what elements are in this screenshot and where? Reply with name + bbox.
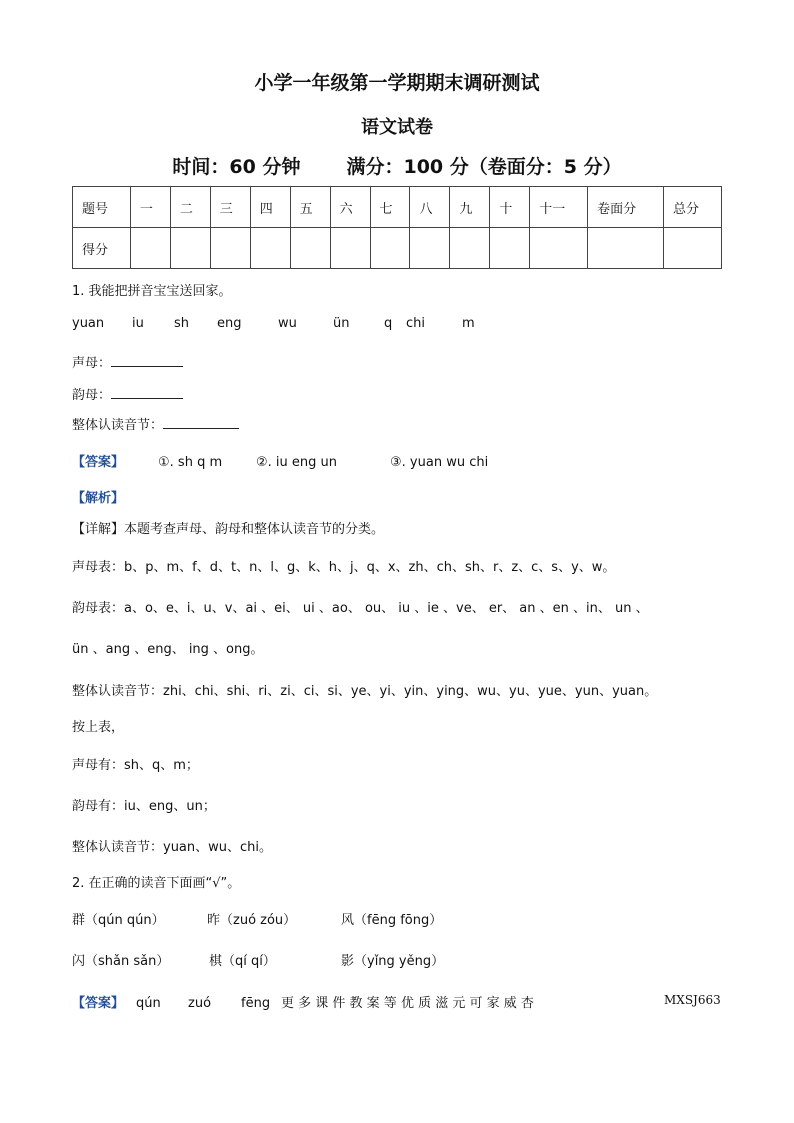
syllable: eng <box>217 316 242 331</box>
table-cell: 三 <box>210 187 250 228</box>
score-input-cell[interactable] <box>210 228 250 269</box>
syllable-list <box>72 316 482 331</box>
yunmu-blank[interactable] <box>111 386 183 399</box>
table-cell: 七 <box>370 187 410 228</box>
shengmu-table: 声母表：b、p、m、f、d、t、n、l、g、k、h、j、q、x、zh、ch、sh、r、z、c、s、y、w。 <box>72 560 616 575</box>
syllable: m <box>462 316 475 331</box>
table-cell: 十一 <box>530 187 588 228</box>
yunmu-label: 韵母： <box>72 388 112 403</box>
answer-row-2 <box>72 992 534 1011</box>
answer-item: ③. yuan wu chi <box>390 455 489 470</box>
yunmu-table-line1: 韵母表：a、o、e、i、u、v、ai 、ei、 ui 、ao、 ou、 iu 、ie 、ve、 er、 an 、en 、in、 un 、 <box>72 601 649 616</box>
answer-item: ②. iu eng un <box>256 455 338 470</box>
yunmu-table-line2: ün 、ang 、eng、 ing 、ong。 <box>72 642 264 657</box>
table-cell: 得分 <box>73 228 131 269</box>
score-input-cell[interactable] <box>130 228 170 269</box>
syllable: chi <box>406 316 425 331</box>
table-cell: 五 <box>290 187 330 228</box>
zhengti-table: 整体认读音节：zhi、chi、shi、ri、zi、ci、si、ye、yi、yin、ying、wu、yu、yue、yun、yuan。 <box>72 684 658 699</box>
answer-item: ①. sh q m <box>158 455 223 470</box>
score-table <box>72 186 722 269</box>
exam-time: 时间：60 分钟 <box>172 156 301 178</box>
choice-item[interactable]: 风（fēng fōng） <box>341 913 443 928</box>
page-subtitle: 语文试卷 <box>361 117 433 138</box>
choice-item[interactable]: 闪（shǎn sǎn） <box>72 954 170 969</box>
score-input-cell[interactable] <box>290 228 330 269</box>
syllable: iu <box>132 316 144 331</box>
zhengti-label: 整体认读音节： <box>72 418 164 433</box>
score-input-cell[interactable] <box>450 228 490 269</box>
shengmu-blank[interactable] <box>111 354 183 367</box>
choice-row-2 <box>72 950 444 969</box>
table-cell: 六 <box>330 187 370 228</box>
zhengti-blank[interactable] <box>163 416 239 429</box>
table-cell: 卷面分 <box>588 187 664 228</box>
choice-item[interactable]: 棋（qí qí） <box>209 954 276 969</box>
table-cell: 总分 <box>663 187 721 228</box>
table-cell: 八 <box>410 187 450 228</box>
table-cell: 十 <box>490 187 530 228</box>
exam-score: 满分：100 分（卷面分：5 分） <box>346 156 622 178</box>
syllable: sh <box>174 316 190 331</box>
analysis-tag: 【解析】 <box>72 491 125 506</box>
question-1: 1. 我能把拼音宝宝送回家。 <box>72 284 232 299</box>
score-input-cell[interactable] <box>170 228 210 269</box>
page-title: 小学一年级第一学期期末调研测试 <box>254 72 540 94</box>
answer-tag: 【答案】 <box>72 996 125 1011</box>
zhengti-row <box>72 414 239 433</box>
table-cell: 一 <box>130 187 170 228</box>
score-input-cell[interactable] <box>370 228 410 269</box>
detail-text: 【详解】本题考查声母、韵母和整体认读音节的分类。 <box>72 522 385 537</box>
exam-info <box>0 152 794 179</box>
score-input-cell[interactable] <box>663 228 721 269</box>
score-input-cell[interactable] <box>588 228 664 269</box>
watermark-text: 更 多 课 件 教 案 等 优 质 滋 元 可 家 威 杏 <box>281 996 534 1011</box>
answer-item: zuó <box>188 996 212 1011</box>
question-2: 2. 在正确的读音下面画“√”。 <box>72 876 241 891</box>
shengmu-row <box>72 352 183 371</box>
answer-item: fēng <box>241 996 271 1011</box>
answer-item: qún <box>136 996 161 1011</box>
choice-item[interactable]: 群（qún qún） <box>72 913 165 928</box>
answer-row-1 <box>72 451 488 470</box>
answer-tag: 【答案】 <box>72 455 125 470</box>
table-cell: 九 <box>450 187 490 228</box>
choice-item[interactable]: 昨（zuó zóu） <box>207 913 297 928</box>
shengmu-result: 声母有：sh、q、m； <box>72 758 199 773</box>
choice-row-1 <box>72 909 442 928</box>
syllable: yuan <box>72 316 105 331</box>
syllable: wu <box>278 316 297 331</box>
table-row <box>73 228 722 269</box>
per-table-text: 按上表， <box>72 720 125 735</box>
choice-item[interactable]: 影（yǐng yěng） <box>341 954 445 969</box>
yunmu-row <box>72 384 183 403</box>
score-input-cell[interactable] <box>250 228 290 269</box>
syllable: ün <box>333 316 350 331</box>
score-input-cell[interactable] <box>530 228 588 269</box>
yunmu-result: 韵母有：iu、eng、un； <box>72 799 216 814</box>
syllable: q <box>384 316 393 331</box>
score-input-cell[interactable] <box>490 228 530 269</box>
score-input-cell[interactable] <box>410 228 450 269</box>
table-cell: 二 <box>170 187 210 228</box>
zhengti-result: 整体认读音节：yuan、wu、chi。 <box>72 840 273 855</box>
table-row <box>73 187 722 228</box>
shengmu-label: 声母： <box>72 356 112 371</box>
score-input-cell[interactable] <box>330 228 370 269</box>
table-cell: 四 <box>250 187 290 228</box>
doc-code: MXSJ663 <box>664 993 721 1007</box>
table-cell: 题号 <box>73 187 131 228</box>
